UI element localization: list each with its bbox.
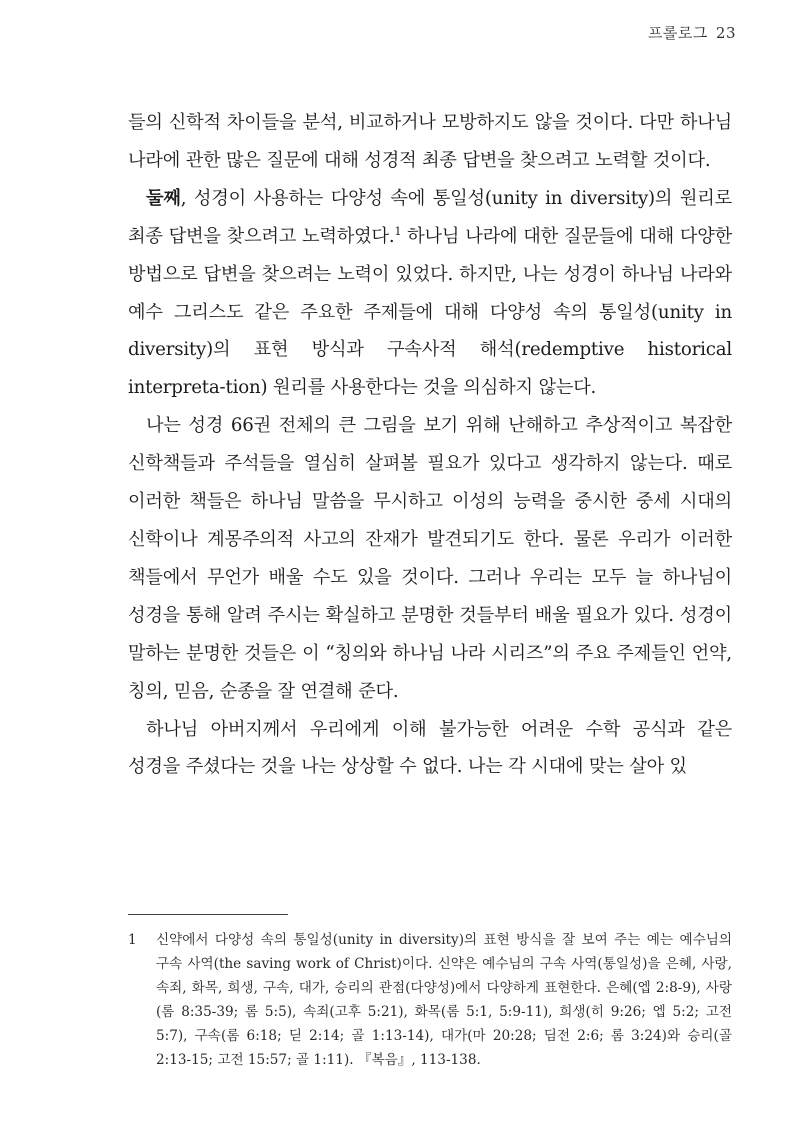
paragraph-text-after: 하나님 나라에 대한 질문들에 대해 다양한 방법으로 답변을 찾으려는 노력이 있었다. 하지만, 나는 성경이 하나님 나라와 예수 그리스도 같은 주요한 주제들에 대해 다양성 속의 통일성(unity in diversity)의 표현 방식과 구속사적 해석(redemptive historical interpreta-tion) 원리를 사용한다는 것을 의심하지 않는다.: [128, 225, 732, 399]
paragraph-continuation: 들의 신학적 차이들을 분석, 비교하거나 모방하지도 않을 것이다. 다만 하나님 나라에 관한 많은 질문에 대해 성경적 최종 답변을 찾으려고 노력할 것이다.: [128, 112, 732, 171]
footnote-divider: [128, 914, 288, 915]
section-title: 프롤로그: [647, 24, 708, 42]
footnote: [128, 928, 732, 1072]
body-text: [128, 104, 732, 786]
running-header: [648, 22, 736, 43]
paragraph-bible-study: 나는 성경 66권 전체의 큰 그림을 보기 위해 난해하고 추상적이고 복잡한 신학책들과 주석들을 열심히 살펴볼 필요가 있다고 생각하지 않는다. 때로 이러한 책들은 하나님 말씀을 무시하고 이성의 능력을 중시한 중세 시대의 신학이나 계몽주의적 사고의 잔재가 발견되기도 한다. 물론 우리가 이러한 책들에서 무언가 배울 수도 있을 것이다. 그러나 우리는 모두 늘 하나님이 성경을 통해 알려 주시는 확실하고 분명한 것들부터 배울 필요가 있다. 성경이 말하는 분명한 것들은 이 “칭의와 하나님 나라 시리즈”의 주요 주제들인 언약, 칭의, 믿음, 순종을 잘 연결해 준다.: [128, 415, 732, 702]
footnote-reference[interactable]: 1: [394, 224, 402, 238]
paragraph-lead-word: 둘째: [146, 187, 181, 209]
paragraph-final: 하나님 아버지께서 우리에게 이해 불가능한 어려운 수학 공식과 같은 성경을 주셨다는 것을 나는 상상할 수 없다. 나는 각 시대에 맞는 살아 있: [128, 718, 732, 778]
page-number: 23: [715, 24, 736, 42]
paragraph-text: , 성경이 사용하는 다양성 속에 통일성(unity in diversity)의 원리로 최종 답변을 찾으려고 노력하였다.: [128, 187, 732, 247]
footnote-text: 신약에서 다양성 속의 통일성(unity in diversity)의 표현 방식을 잘 보여 주는 예는 예수님의 구속 사역(the saving work of Christ)이다. 신약은 예수님의 구속 사역(통일성)을 은혜, 사랑, 속죄, 화목, 희생, 구속, 대가, 승리의 관점(다양성)에서 다양하게 표현한다. 은혜(엡 2:8-9), 사랑(롬 8:35-39; 롬 5:5), 속죄(고후 5:21), 화목(롬 5:1, 5:9-11), 희생(히 9:26; 엡 5:2; 고전 5:7), 구속(롬 6:18; 딛 2:14; 골 1:13-14), 대가(마 20:28; 딤전 2:6; 롬 3:24)와 승리(골 2:13-15; 고전 15:57; 골 1:11). 『복음』, 113-138.: [156, 932, 732, 1068]
footnote-number: 1: [128, 932, 137, 948]
paragraph-second: [128, 180, 732, 407]
